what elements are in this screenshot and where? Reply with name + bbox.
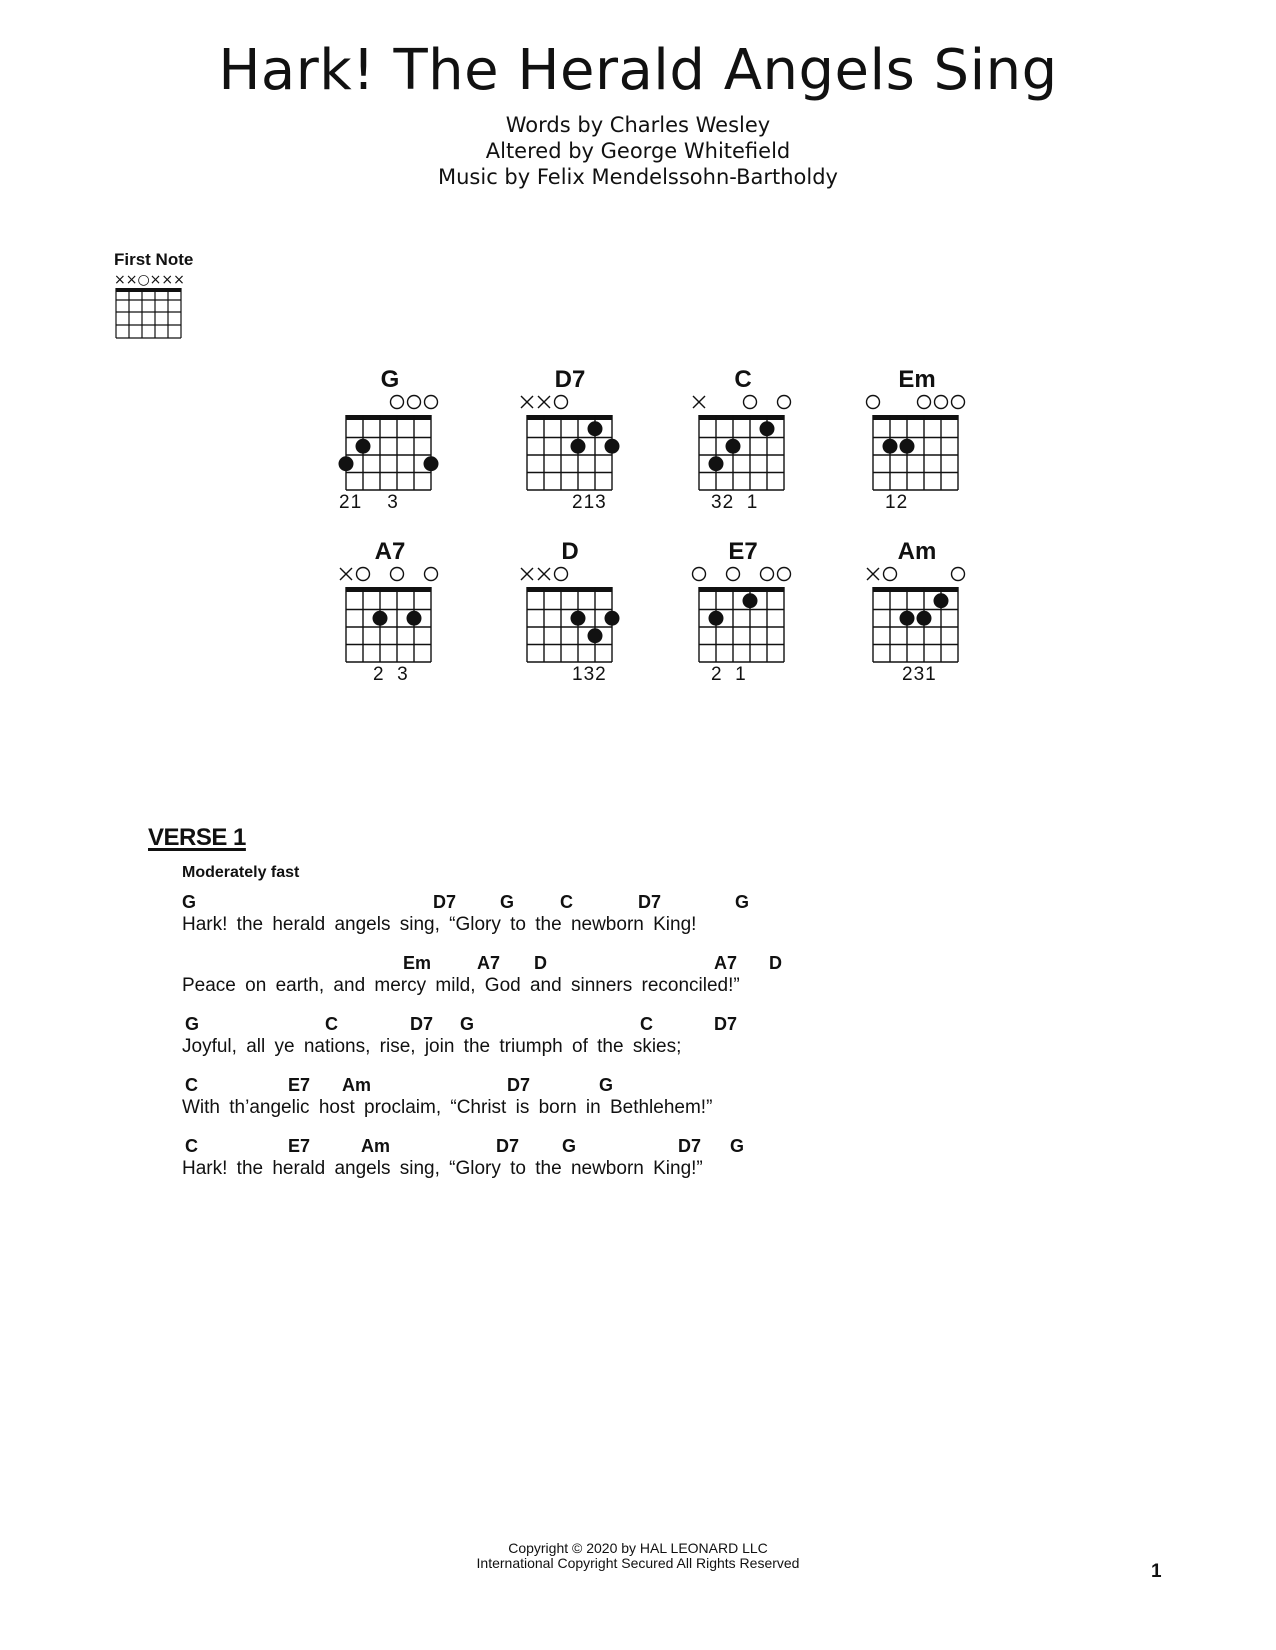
chord-nut-d [527,587,612,592]
line-chord: G [562,1136,577,1156]
copyright-line: Copyright © 2020 by HAL LEONARD LLC [508,1540,768,1556]
credits [0,112,1276,190]
chord-name-e7: E7 [728,538,758,565]
credit-music: Music by Felix Mendelssohn-Bartholdy [438,165,838,189]
line-chord: G [182,892,197,912]
line-chord: G [185,1014,200,1034]
muted-string-marker [340,568,352,580]
chord-fingers-d7: 213 [572,492,607,513]
muted-string-marker [521,396,533,408]
chord-nut-e7 [699,587,784,592]
line-chord: G [500,892,515,912]
chord-name-d7: D7 [554,366,586,393]
finger-dot-d [605,611,620,626]
open-string-marker [778,396,791,409]
verse-line [182,1014,1082,1064]
line-chord: D [769,953,782,973]
open-string-marker [761,568,774,581]
line-chord: E7 [288,1136,311,1156]
chord-fingers-c: 32 1 [711,492,759,513]
song-title: Hark! The Herald Angels Sing [218,38,1058,103]
verse-line [182,1075,1082,1125]
chord-diagrams [0,0,1276,700]
line-chord: C [640,1014,653,1034]
line-lyric: Hark! the herald angels sing, “Glory to the newborn King!” [182,1158,703,1179]
open-string-marker [391,396,404,409]
finger-dot-c [726,439,741,454]
open-string-marker [555,568,568,581]
verse-line [182,892,1082,942]
open-string-marker [744,396,757,409]
line-chord: C [560,892,573,912]
muted-string-marker [521,568,533,580]
line-chord: A7 [714,953,738,973]
chord-name-em: Em [898,366,936,393]
rights-line: International Copyright Secured All Rights Reserved [476,1555,800,1571]
chord-fingers-g: 21 3 [339,492,399,513]
muted-string-marker [693,396,705,408]
open-string-marker [918,396,931,409]
line-chord: A7 [477,953,501,973]
open-string-marker [727,568,740,581]
line-chord: D7 [496,1136,520,1156]
finger-dot-d [588,628,603,643]
line-lyric: With th’angelic host proclaim, “Christ is born in Bethlehem!” [182,1097,713,1118]
line-chord: E7 [288,1075,311,1095]
open-string-marker [935,396,948,409]
finger-dot-a7 [373,611,388,626]
muted-string-marker [538,396,550,408]
verse-line [182,1136,1082,1186]
line-chord: G [730,1136,745,1156]
chord-nut-em [873,415,958,420]
open-string-marker [425,396,438,409]
open-string-marker [867,396,880,409]
line-chord: G [735,892,750,912]
line-chord: G [460,1014,475,1034]
line-chord: C [185,1075,198,1095]
chord-nut-d7 [527,415,612,420]
chord-name-am: Am [897,538,937,565]
finger-dot-e7 [709,611,724,626]
chord-nut-am [873,587,958,592]
first-note-label: First Note [114,250,194,269]
finger-dot-g [356,439,371,454]
chord-name-d: D [561,538,579,565]
finger-dot-a7 [407,611,422,626]
muted-string-marker [538,568,550,580]
line-lyric: Hark! the herald angels sing, “Glory to the newborn King! [182,914,697,935]
muted-string-marker [538,568,550,580]
line-chord: D [534,953,547,973]
chord-fingers-a7: 2 3 [373,664,409,685]
open-string-marker [357,568,370,581]
muted-string-marker [521,396,533,408]
chord-name-c: C [734,366,752,393]
page-number: 1 [1151,1561,1162,1582]
chord-fingers-d: 132 [572,664,607,685]
finger-dot-e7 [743,593,758,608]
open-string-marker [425,568,438,581]
credit-words: Words by Charles Wesley [505,113,771,137]
line-lyric: Peace on earth, and mercy mild, God and sinners reconciled!” [182,975,740,996]
chord-fingers-e7: 2 1 [711,664,747,685]
line-chord: Em [403,953,432,973]
muted-string-marker [867,568,879,580]
finger-dot-d7 [588,421,603,436]
chord-nut-a7 [346,587,431,592]
line-chord: Am [342,1075,372,1095]
first-note [114,250,193,340]
line-chord: D7 [678,1136,702,1156]
finger-dot-am [934,593,949,608]
chord-name-g: G [380,366,400,393]
finger-dot-g [339,456,354,471]
muted-string-marker [867,568,879,580]
finger-dot-em [900,439,915,454]
open-string-marker [408,396,421,409]
open-string-marker [952,396,965,409]
first-note-diagram [114,286,184,340]
open-string-marker [884,568,897,581]
chord-nut-g [346,415,431,420]
finger-dot-em [883,439,898,454]
tempo-marking: Moderately fast [182,864,300,881]
muted-string-marker [521,568,533,580]
chord-fingers-em: 12 [885,492,909,513]
finger-dot-d [571,611,586,626]
line-chord: Am [361,1136,391,1156]
line-chord: D7 [507,1075,531,1095]
verse-heading: VERSE 1 [148,824,246,851]
line-chord: C [325,1014,338,1034]
finger-dot-d7 [571,439,586,454]
open-string-marker [555,396,568,409]
verse-line [182,953,1082,1003]
finger-dot-c [709,456,724,471]
line-chord: D7 [714,1014,738,1034]
first-note-string-markers: ××○××× [114,272,185,288]
line-chord: G [599,1075,614,1095]
line-chord: D7 [638,892,662,912]
credit-altered: Altered by George Whitefield [485,139,791,163]
muted-string-marker [693,396,705,408]
open-string-marker [778,568,791,581]
finger-dot-d7 [605,439,620,454]
line-chord: D7 [410,1014,434,1034]
chord-nut-c [699,415,784,420]
chord-name-a7: A7 [374,538,406,565]
muted-string-marker [340,568,352,580]
finger-dot-am [900,611,915,626]
muted-string-marker [538,396,550,408]
line-chord: D7 [433,892,457,912]
finger-dot-am [917,611,932,626]
line-chord: C [185,1136,198,1156]
chord-fingers-am: 231 [902,664,937,685]
line-lyric: Joyful, all ye nations, rise, join the triumph of the skies; [182,1036,682,1057]
open-string-marker [952,568,965,581]
copyright-footer [0,1541,1276,1571]
open-string-marker [693,568,706,581]
open-string-marker [391,568,404,581]
finger-dot-c [760,421,775,436]
finger-dot-g [424,456,439,471]
